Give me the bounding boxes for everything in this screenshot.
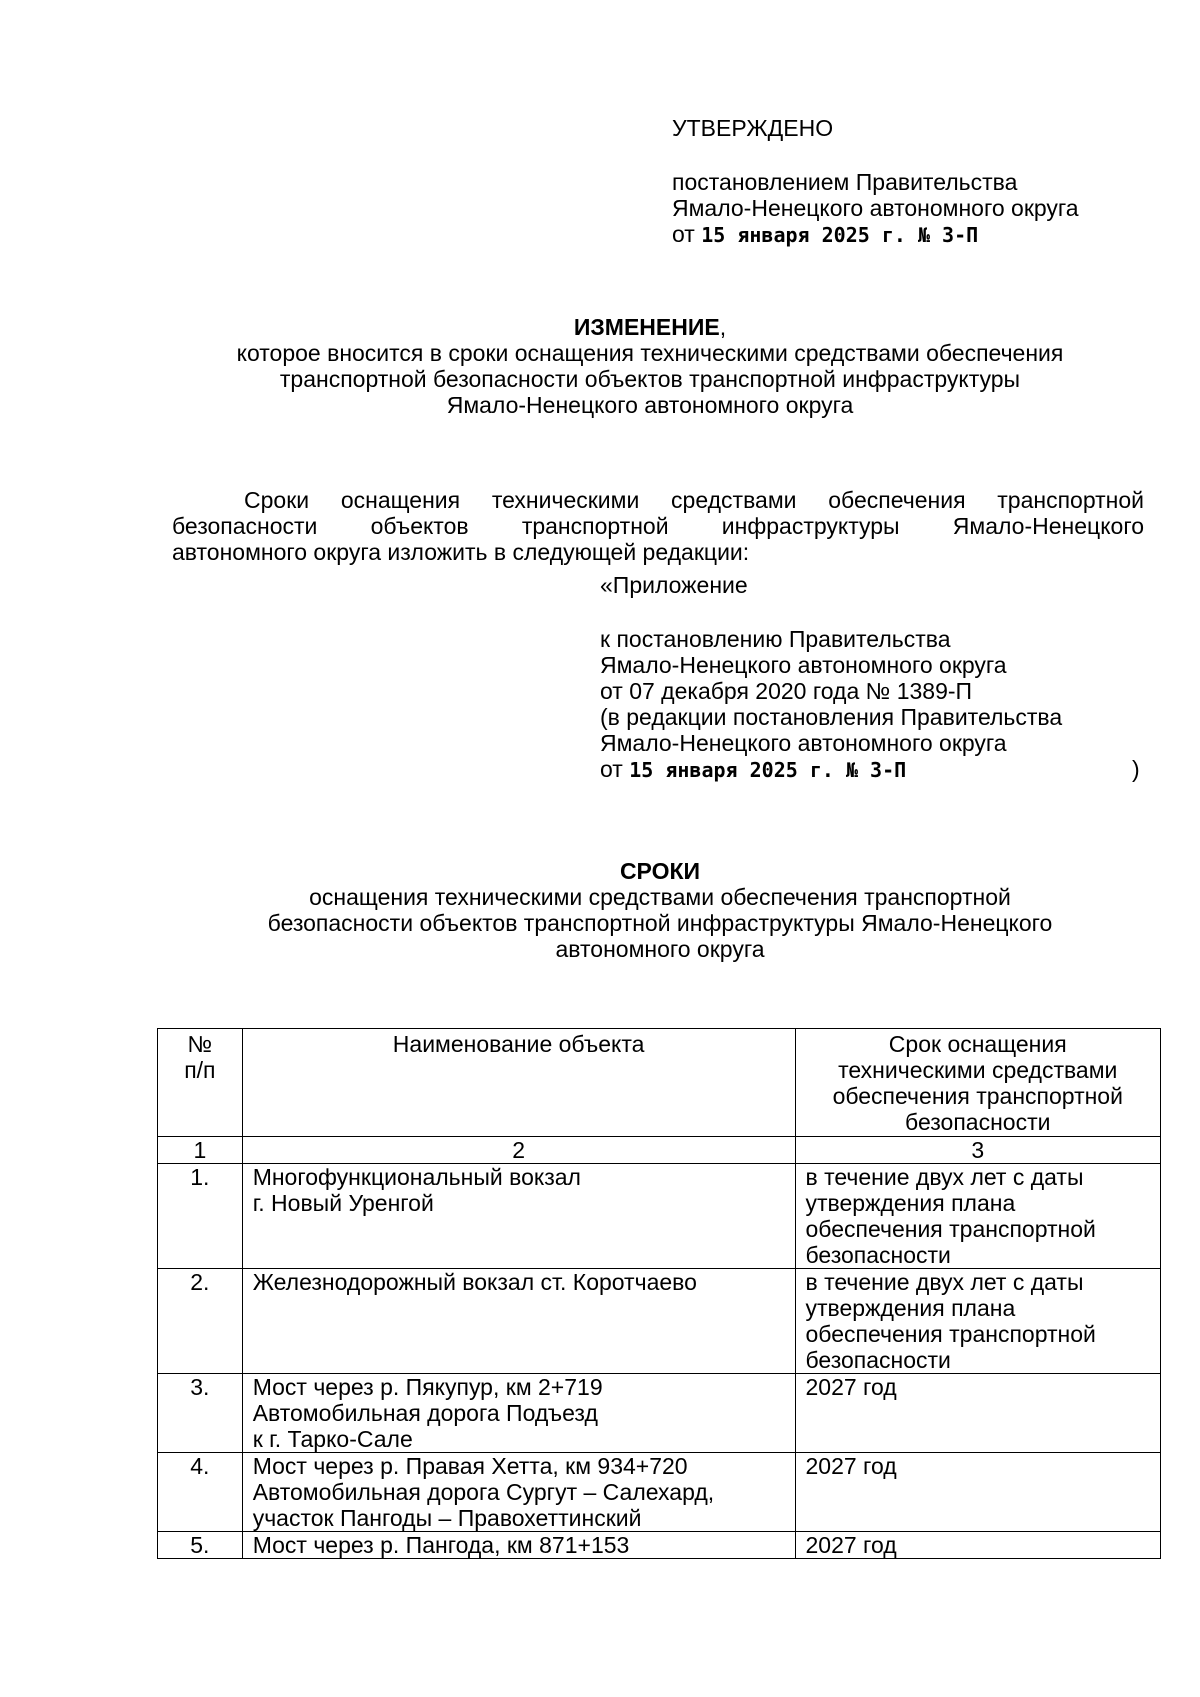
- term-line: 2027 год: [805, 1453, 897, 1479]
- table-row: [158, 1374, 1161, 1453]
- change-title-heading: [160, 314, 1140, 340]
- term-line: 2027 год: [805, 1532, 897, 1558]
- change-title-comma: ,: [719, 314, 727, 340]
- appendix-date: [600, 756, 1160, 783]
- terms-title-line-1: оснащения техническими средствами обеспечения транспортной: [309, 884, 1011, 910]
- appendix-line-4: (в редакции постановления Правительства: [600, 704, 1063, 730]
- appendix-line-1: к постановлению Правительства: [600, 626, 951, 652]
- change-title-bold: ИЗМЕНЕНИЕ: [573, 314, 720, 340]
- appendix-block: [600, 572, 1160, 783]
- approval-date: [672, 221, 1152, 248]
- term-line: обеспечения транспортной: [805, 1216, 1096, 1242]
- row-object-name: [242, 1532, 795, 1559]
- terms-table: [157, 1028, 1161, 1559]
- table-header-row: [158, 1029, 1161, 1137]
- appendix-heading: «Приложение: [600, 572, 748, 598]
- main-paragraph: [172, 487, 1144, 565]
- row-term: [795, 1532, 1161, 1559]
- terms-title-bold: СРОКИ: [619, 858, 701, 884]
- object-name-line: г. Новый Уренгой: [252, 1190, 434, 1216]
- change-title-line-1: которое вносится в сроки оснащения техническими средствами обеспечения: [236, 340, 1064, 366]
- row-term: [795, 1374, 1161, 1453]
- row-number: 4.: [158, 1453, 243, 1532]
- row-object-name: [242, 1374, 795, 1453]
- appendix-line-5: Ямало-Ненецкого автономного округа: [600, 730, 1007, 756]
- row-object-name: [242, 1269, 795, 1374]
- appendix-date-value: 15 января 2025 г. № 3-П: [629, 758, 907, 782]
- row-term: [795, 1453, 1161, 1532]
- paragraph-line-3: автономного округа изложить в следующей редакции:: [172, 539, 750, 565]
- term-line: утверждения плана: [805, 1295, 1016, 1321]
- change-title-line-3: Ямало-Ненецкого автономного округа: [446, 392, 854, 418]
- table-row: [158, 1164, 1161, 1269]
- term-line: безопасности: [805, 1347, 951, 1373]
- term-line: в течение двух лет с даты: [805, 1269, 1084, 1295]
- table-row: [158, 1532, 1161, 1559]
- change-title: [160, 314, 1140, 418]
- terms-title-line-2: безопасности объектов транспортной инфраструктуры Ямало-Ненецкого: [267, 910, 1053, 936]
- object-name-line: Мост через р. Пангода, км 871+153: [252, 1532, 630, 1558]
- terms-title-line-3: автономного округа: [555, 936, 765, 962]
- object-name-line: Железнодорожный вокзал ст. Коротчаево: [252, 1269, 697, 1295]
- object-name-line: к г. Тарко-Сале: [252, 1426, 413, 1452]
- term-line: обеспечения транспортной: [805, 1321, 1096, 1347]
- object-name-line: участок Пангоды – Правохеттинский: [252, 1505, 642, 1531]
- term-line: 2027 год: [805, 1374, 897, 1400]
- row-number: 5.: [158, 1532, 243, 1559]
- approval-heading: УТВЕРЖДЕНО: [672, 115, 834, 141]
- change-title-line-2: транспортной безопасности объектов транспортной инфраструктуры: [279, 366, 1021, 392]
- appendix-line-2: Ямало-Ненецкого автономного округа: [600, 652, 1007, 678]
- appendix-closing-paren: ): [1132, 756, 1140, 782]
- approval-line-1: постановлением Правительства: [672, 169, 1018, 195]
- row-term: [795, 1269, 1161, 1374]
- object-name-line: Автомобильная дорога Подъезд: [252, 1400, 598, 1426]
- table-row: [158, 1269, 1161, 1374]
- object-name-line: Мост через р. Правая Хетта, км 934+720: [252, 1453, 688, 1479]
- row-number: 1.: [158, 1164, 243, 1269]
- row-object-name: [242, 1453, 795, 1532]
- appendix-line-3: от 07 декабря 2020 года № 1389-П: [600, 678, 973, 704]
- table-body: [158, 1137, 1161, 1559]
- row-object-name: [242, 1164, 795, 1269]
- row-number: 2.: [158, 1269, 243, 1374]
- col-number-2: 2: [242, 1137, 795, 1164]
- table-row: [158, 1453, 1161, 1532]
- term-line: безопасности: [805, 1242, 951, 1268]
- header-term: Срок оснащения техническими средствами обеспечения транспортной безопасности: [795, 1029, 1161, 1137]
- approval-block: [672, 115, 1152, 248]
- terms-title: [160, 858, 1160, 962]
- object-name-line: Автомобильная дорога Сургут – Салехард,: [252, 1479, 715, 1505]
- object-name-line: Многофункциональный вокзал: [252, 1164, 581, 1190]
- paragraph-line-2: безопасности объектов транспортной инфраструктуры Ямало-Ненецкого: [172, 513, 1144, 539]
- col-number-1: 1: [158, 1137, 243, 1164]
- approval-date-value: 15 января 2025 г. № 3-П: [701, 223, 979, 247]
- header-name: Наименование объекта: [242, 1029, 795, 1137]
- paragraph-line-1: Сроки оснащения техническими средствами обеспечения транспортной: [244, 487, 1144, 513]
- row-number: 3.: [158, 1374, 243, 1453]
- col-number-3: 3: [795, 1137, 1161, 1164]
- row-term: [795, 1164, 1161, 1269]
- header-num: № п/п: [158, 1029, 243, 1137]
- term-line: утверждения плана: [805, 1190, 1016, 1216]
- approval-date-prefix: от: [672, 221, 695, 247]
- column-number-row: [158, 1137, 1161, 1164]
- object-name-line: Мост через р. Пякупур, км 2+719: [252, 1374, 603, 1400]
- term-line: в течение двух лет с даты: [805, 1164, 1084, 1190]
- approval-line-2: Ямало-Ненецкого автономного округа: [672, 195, 1079, 221]
- appendix-date-prefix: от: [600, 756, 623, 782]
